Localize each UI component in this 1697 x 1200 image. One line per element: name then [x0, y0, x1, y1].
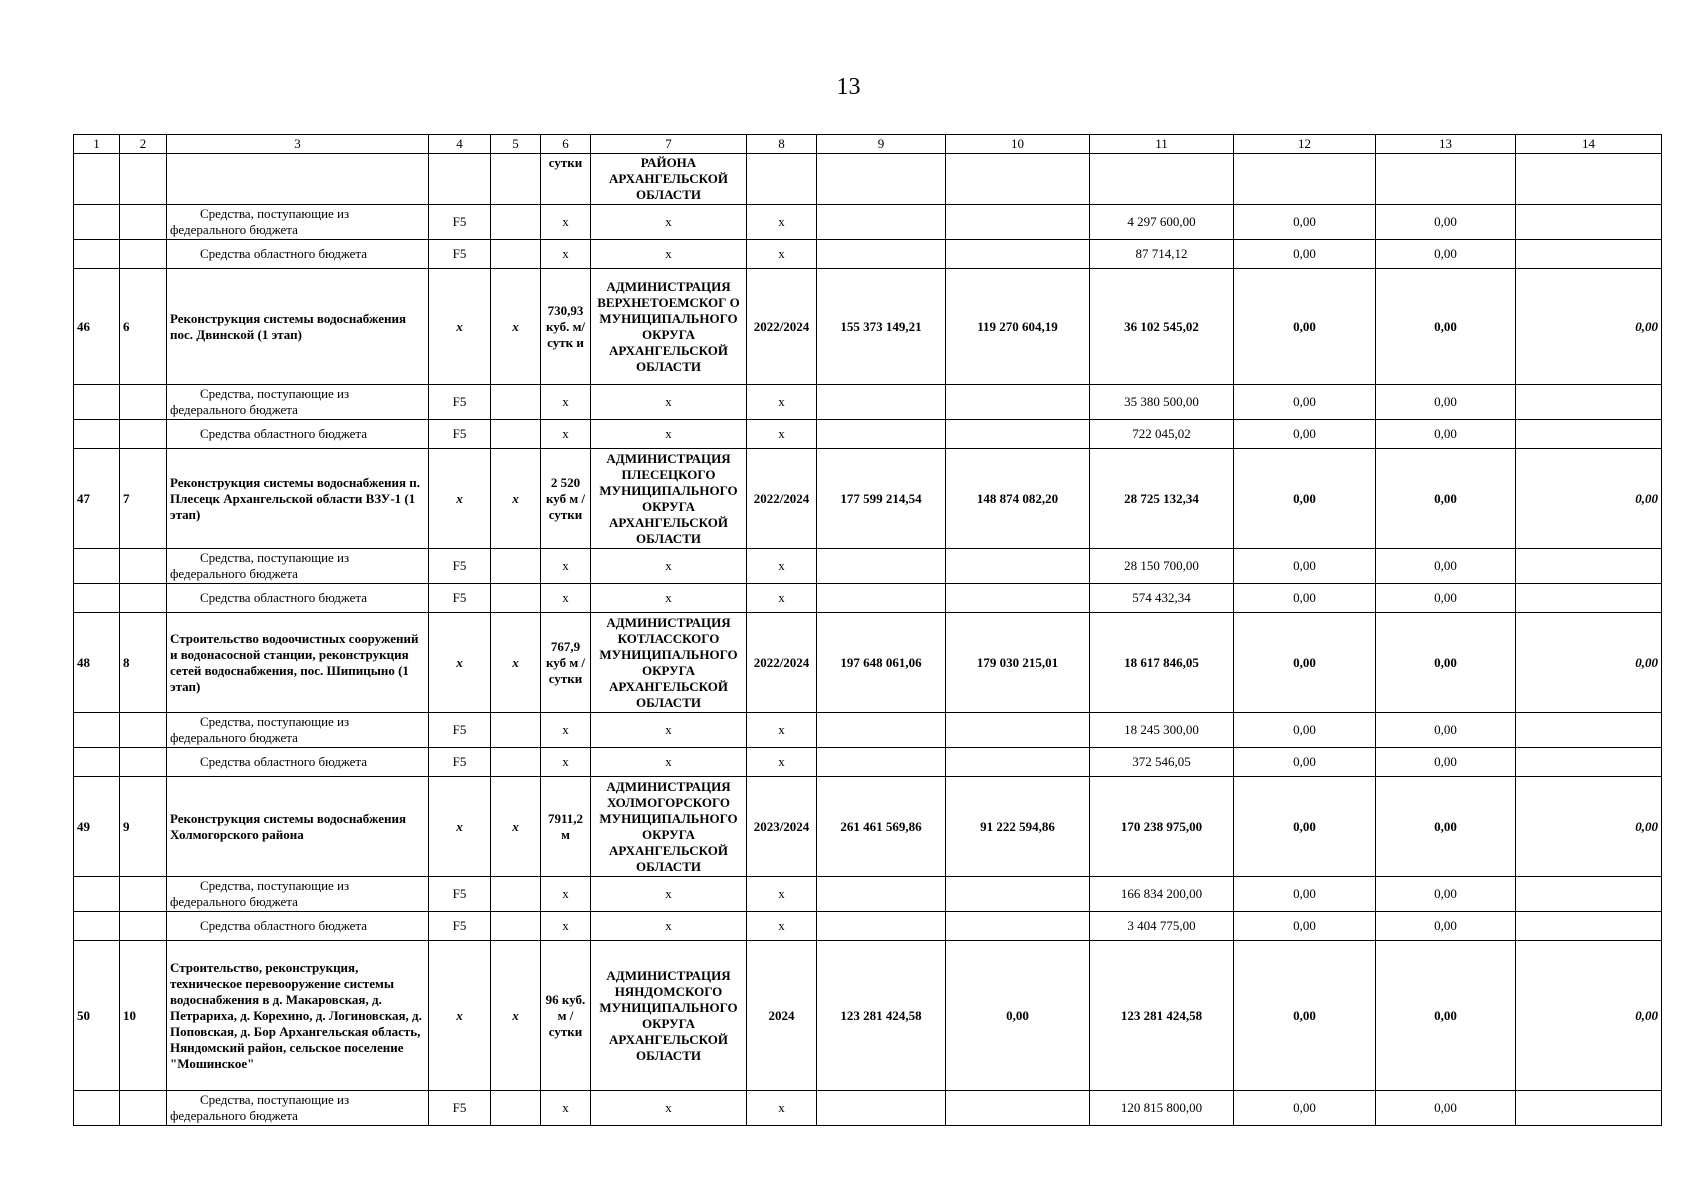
funding-source-text: Средства, поступающие из федерального бюджета — [170, 878, 350, 909]
period-cell: 2022/2024 — [747, 269, 817, 385]
estimated-cost: 261 461 569,86 — [817, 777, 946, 877]
amount-year-2: 0,00 — [1234, 549, 1376, 584]
estimated-cost: 177 599 214,54 — [817, 449, 946, 549]
amount-year-3: 0,00 — [1376, 777, 1516, 877]
cell-empty — [491, 549, 541, 584]
cost-before: 119 270 604,19 — [946, 269, 1090, 385]
funding-source-text: Средства областного бюджета — [200, 590, 368, 605]
column-5-value: x — [491, 613, 541, 713]
amount-year-2: 0,00 — [1234, 449, 1376, 549]
cell-empty — [491, 1091, 541, 1126]
funding-source-row — [74, 584, 1662, 613]
column-header: 13 — [1376, 135, 1516, 154]
estimated-cost — [817, 713, 946, 748]
cell-empty — [74, 420, 120, 449]
cost-before — [946, 385, 1090, 420]
period-cell: x — [747, 912, 817, 941]
budget-code: F5 — [429, 748, 491, 777]
cell-empty — [1090, 154, 1234, 205]
cell-empty — [74, 240, 120, 269]
column-header: 7 — [591, 135, 747, 154]
cell-empty — [167, 154, 429, 205]
cell-empty — [1516, 549, 1662, 584]
row-number: 46 — [74, 269, 120, 385]
amount-year-3: 0,00 — [1376, 748, 1516, 777]
capacity-cell: x — [541, 713, 591, 748]
amount-year-4: 0,00 — [1516, 449, 1662, 549]
organization-cell: АДМИНИСТРАЦИЯ ПЛЕСЕЦКОГО МУНИЦИПАЛЬНОГО ОКРУГА АРХАНГЕЛЬСКОЙ ОБЛАСТИ — [591, 449, 747, 549]
row-number: 50 — [74, 941, 120, 1091]
amount-year-3: 0,00 — [1376, 912, 1516, 941]
cell-empty — [120, 549, 167, 584]
estimated-cost: 197 648 061,06 — [817, 613, 946, 713]
budget-code: F5 — [429, 385, 491, 420]
funding-source-text: Средства, поступающие из федерального бюджета — [170, 206, 350, 237]
organization-cell: x — [591, 205, 747, 240]
amount-year-1: 35 380 500,00 — [1090, 385, 1234, 420]
period-cell: x — [747, 584, 817, 613]
cell-empty — [120, 713, 167, 748]
amount-year-4: 0,00 — [1516, 269, 1662, 385]
column-5-value: x — [491, 941, 541, 1091]
cell-empty — [74, 154, 120, 205]
estimated-cost — [817, 584, 946, 613]
amount-year-1: 87 714,12 — [1090, 240, 1234, 269]
amount-year-1: 18 617 846,05 — [1090, 613, 1234, 713]
amount-year-4: 0,00 — [1516, 941, 1662, 1091]
column-header: 10 — [946, 135, 1090, 154]
amount-year-2: 0,00 — [1234, 748, 1376, 777]
budget-code: x — [429, 777, 491, 877]
amount-year-2: 0,00 — [1234, 240, 1376, 269]
estimated-cost — [817, 205, 946, 240]
sub-number: 9 — [120, 777, 167, 877]
budget-code: F5 — [429, 420, 491, 449]
amount-year-1: 18 245 300,00 — [1090, 713, 1234, 748]
funding-source-text: Средства, поступающие из федерального бюджета — [170, 550, 350, 581]
column-header: 2 — [120, 135, 167, 154]
amount-year-1: 28 150 700,00 — [1090, 549, 1234, 584]
amount-year-3: 0,00 — [1376, 205, 1516, 240]
period-cell: x — [747, 205, 817, 240]
funding-source-row — [74, 240, 1662, 269]
budget-code: F5 — [429, 549, 491, 584]
amount-year-2: 0,00 — [1234, 269, 1376, 385]
budget-table — [73, 134, 1662, 1126]
sub-number: 10 — [120, 941, 167, 1091]
cell-empty — [74, 912, 120, 941]
funding-source-label — [167, 584, 429, 613]
capacity-cell: x — [541, 912, 591, 941]
organization-cell: x — [591, 713, 747, 748]
budget-code: x — [429, 941, 491, 1091]
cell-empty — [491, 385, 541, 420]
period-cell: x — [747, 420, 817, 449]
funding-source-label — [167, 385, 429, 420]
column-header: 5 — [491, 135, 541, 154]
cell-empty — [1516, 877, 1662, 912]
amount-year-3: 0,00 — [1376, 240, 1516, 269]
amount-year-2: 0,00 — [1234, 584, 1376, 613]
column-5-value: x — [491, 777, 541, 877]
period-cell: 2022/2024 — [747, 449, 817, 549]
cell-empty — [491, 154, 541, 205]
column-number-row — [74, 135, 1662, 154]
project-name: Реконструкция системы водоснабжения Холмогорского района — [167, 777, 429, 877]
cell-empty — [120, 877, 167, 912]
capacity-cell: x — [541, 549, 591, 584]
project-name: Реконструкция системы водоснабжения п. Плесецк Архангельской области ВЗУ-1 (1 этап) — [167, 449, 429, 549]
amount-year-2: 0,00 — [1234, 420, 1376, 449]
column-header: 3 — [167, 135, 429, 154]
continuation-row — [74, 154, 1662, 205]
period-cell: x — [747, 240, 817, 269]
budget-code: F5 — [429, 713, 491, 748]
amount-year-1: 36 102 545,02 — [1090, 269, 1234, 385]
cell-empty — [120, 420, 167, 449]
capacity-cell: 7911,2 м — [541, 777, 591, 877]
funding-source-text: Средства, поступающие из федерального бюджета — [170, 714, 350, 745]
cell-empty — [1516, 385, 1662, 420]
amount-year-3: 0,00 — [1376, 385, 1516, 420]
amount-year-2: 0,00 — [1234, 1091, 1376, 1126]
estimated-cost: 123 281 424,58 — [817, 941, 946, 1091]
amount-year-3: 0,00 — [1376, 713, 1516, 748]
budget-code: x — [429, 449, 491, 549]
column-header: 6 — [541, 135, 591, 154]
amount-year-2: 0,00 — [1234, 877, 1376, 912]
amount-year-3: 0,00 — [1376, 877, 1516, 912]
period-cell: x — [747, 748, 817, 777]
row-number: 48 — [74, 613, 120, 713]
organization-cell: x — [591, 420, 747, 449]
cell-empty — [120, 240, 167, 269]
column-5-value: x — [491, 449, 541, 549]
amount-year-3: 0,00 — [1376, 420, 1516, 449]
organization-cell: x — [591, 385, 747, 420]
budget-code: F5 — [429, 877, 491, 912]
amount-year-2: 0,00 — [1234, 941, 1376, 1091]
cell-empty — [120, 1091, 167, 1126]
cell-empty — [491, 420, 541, 449]
organization-cell: x — [591, 877, 747, 912]
capacity-cell: x — [541, 205, 591, 240]
period-cell: 2024 — [747, 941, 817, 1091]
cost-before: 179 030 215,01 — [946, 613, 1090, 713]
funding-source-label — [167, 877, 429, 912]
cell-empty — [1516, 584, 1662, 613]
estimated-cost — [817, 549, 946, 584]
amount-year-1: 120 815 800,00 — [1090, 1091, 1234, 1126]
organization-cell: АДМИНИСТРАЦИЯ НЯНДОМСКОГО МУНИЦИПАЛЬНОГО ОКРУГА АРХАНГЕЛЬСКОЙ ОБЛАСТИ — [591, 941, 747, 1091]
column-header: 14 — [1516, 135, 1662, 154]
capacity-cell: 2 520 куб м / сутки — [541, 449, 591, 549]
estimated-cost — [817, 877, 946, 912]
funding-source-label — [167, 713, 429, 748]
organization-cell: x — [591, 912, 747, 941]
cell-empty — [74, 205, 120, 240]
funding-source-label — [167, 420, 429, 449]
amount-year-3: 0,00 — [1376, 449, 1516, 549]
capacity-cell: 96 куб. м / сутки — [541, 941, 591, 1091]
amount-year-1: 28 725 132,34 — [1090, 449, 1234, 549]
funding-source-row — [74, 385, 1662, 420]
amount-year-3: 0,00 — [1376, 269, 1516, 385]
cell-empty — [1516, 713, 1662, 748]
cell-empty — [1516, 1091, 1662, 1126]
amount-year-2: 0,00 — [1234, 385, 1376, 420]
cell-empty — [817, 154, 946, 205]
amount-year-3: 0,00 — [1376, 613, 1516, 713]
sub-number: 8 — [120, 613, 167, 713]
cost-before: 148 874 082,20 — [946, 449, 1090, 549]
funding-source-label — [167, 205, 429, 240]
cell-empty — [491, 584, 541, 613]
project-name: Строительство водоочистных сооружений и водонасосной станции, реконструкция сетей водоснабжения, пос. Шипицыно (1 этап) — [167, 613, 429, 713]
column-header: 12 — [1234, 135, 1376, 154]
cell-empty — [74, 385, 120, 420]
cell-empty — [74, 584, 120, 613]
funding-source-row — [74, 877, 1662, 912]
amount-year-2: 0,00 — [1234, 912, 1376, 941]
estimated-cost — [817, 385, 946, 420]
period-cell: 2023/2024 — [747, 777, 817, 877]
organization-cell: АДМИНИСТРАЦИЯ КОТЛАССКОГО МУНИЦИПАЛЬНОГО ОКРУГА АРХАНГЕЛЬСКОЙ ОБЛАСТИ — [591, 613, 747, 713]
budget-code: F5 — [429, 584, 491, 613]
funding-source-row — [74, 713, 1662, 748]
funding-source-row — [74, 549, 1662, 584]
capacity-cell: x — [541, 1091, 591, 1126]
cell-empty — [120, 385, 167, 420]
cell-empty — [74, 1091, 120, 1126]
capacity-cell: x — [541, 748, 591, 777]
organization-cell: АДМИНИСТРАЦИЯ ВЕРХНЕТОЕМСКОГ О МУНИЦИПАЛЬНОГО ОКРУГА АРХАНГЕЛЬСКОЙ ОБЛАСТИ — [591, 269, 747, 385]
capacity-cell: x — [541, 240, 591, 269]
funding-source-row — [74, 205, 1662, 240]
estimated-cost — [817, 240, 946, 269]
column-header: 9 — [817, 135, 946, 154]
budget-code: F5 — [429, 1091, 491, 1126]
funding-source-text: Средства областного бюджета — [200, 754, 368, 769]
cell-empty — [1516, 912, 1662, 941]
sub-number: 7 — [120, 449, 167, 549]
estimated-cost — [817, 1091, 946, 1126]
funding-source-label — [167, 1091, 429, 1126]
cell-empty — [491, 912, 541, 941]
funding-source-label — [167, 240, 429, 269]
cell-empty — [747, 154, 817, 205]
amount-year-3: 0,00 — [1376, 1091, 1516, 1126]
project-name: Строительство, реконструкция, техническое перевооружение системы водоснабжения в д. Макаровская, д. Петрариха, д. Корехино, д. Логиновская, д. Поповская, д. Бор Архангельская область, Няндомский район, сельское поселение "Мошинское" — [167, 941, 429, 1091]
budget-code: x — [429, 269, 491, 385]
capacity-cell: x — [541, 584, 591, 613]
funding-source-label — [167, 549, 429, 584]
amount-year-4: 0,00 — [1516, 613, 1662, 713]
period-cell: x — [747, 713, 817, 748]
cost-before: 0,00 — [946, 941, 1090, 1091]
organization-cell: x — [591, 584, 747, 613]
amount-year-3: 0,00 — [1376, 584, 1516, 613]
cell-empty — [491, 240, 541, 269]
amount-year-2: 0,00 — [1234, 777, 1376, 877]
budget-code: F5 — [429, 912, 491, 941]
funding-source-text: Средства областного бюджета — [200, 246, 368, 261]
amount-year-1: 166 834 200,00 — [1090, 877, 1234, 912]
cell-empty — [1516, 240, 1662, 269]
cost-before — [946, 584, 1090, 613]
column-header: 4 — [429, 135, 491, 154]
budget-code: x — [429, 613, 491, 713]
period-cell: x — [747, 549, 817, 584]
organization-cell: x — [591, 549, 747, 584]
funding-source-row — [74, 748, 1662, 777]
amount-year-1: 574 432,34 — [1090, 584, 1234, 613]
funding-source-text: Средства областного бюджета — [200, 918, 368, 933]
cell-empty — [946, 154, 1090, 205]
budget-code: F5 — [429, 205, 491, 240]
amount-year-2: 0,00 — [1234, 205, 1376, 240]
organization-cell: x — [591, 748, 747, 777]
cell-empty — [120, 584, 167, 613]
column-5-value: x — [491, 269, 541, 385]
column-header: 1 — [74, 135, 120, 154]
capacity-cell: x — [541, 877, 591, 912]
organization-cell: x — [591, 1091, 747, 1126]
sub-number: 6 — [120, 269, 167, 385]
amount-year-1: 170 238 975,00 — [1090, 777, 1234, 877]
funding-source-row — [74, 420, 1662, 449]
cost-before — [946, 205, 1090, 240]
funding-source-row — [74, 1091, 1662, 1126]
cell-empty — [1516, 205, 1662, 240]
cost-before — [946, 877, 1090, 912]
cost-before — [946, 420, 1090, 449]
estimated-cost — [817, 420, 946, 449]
amount-year-2: 0,00 — [1234, 713, 1376, 748]
cell-empty — [1516, 420, 1662, 449]
amount-year-2: 0,00 — [1234, 613, 1376, 713]
cell-empty — [120, 748, 167, 777]
amount-year-4: 0,00 — [1516, 777, 1662, 877]
column-header: 8 — [747, 135, 817, 154]
project-row — [74, 269, 1662, 385]
capacity-cell: x — [541, 420, 591, 449]
amount-year-1: 372 546,05 — [1090, 748, 1234, 777]
cost-before — [946, 912, 1090, 941]
period-cell: x — [747, 385, 817, 420]
cell-empty — [74, 713, 120, 748]
cost-before — [946, 549, 1090, 584]
funding-source-label — [167, 912, 429, 941]
cell-empty — [120, 912, 167, 941]
cost-before — [946, 1091, 1090, 1126]
cell-empty — [491, 748, 541, 777]
amount-year-1: 123 281 424,58 — [1090, 941, 1234, 1091]
cell-empty — [1516, 748, 1662, 777]
row-number: 47 — [74, 449, 120, 549]
cell-empty — [120, 205, 167, 240]
amount-year-1: 4 297 600,00 — [1090, 205, 1234, 240]
funding-source-text: Средства областного бюджета — [200, 426, 368, 441]
project-row — [74, 449, 1662, 549]
cell-empty — [1376, 154, 1516, 205]
project-row — [74, 777, 1662, 877]
cell-empty — [74, 877, 120, 912]
project-name: Реконструкция системы водоснабжения пос. Двинской (1 этап) — [167, 269, 429, 385]
estimated-cost — [817, 912, 946, 941]
project-row — [74, 613, 1662, 713]
cell-empty — [74, 549, 120, 584]
amount-year-1: 722 045,02 — [1090, 420, 1234, 449]
organization-cell: x — [591, 240, 747, 269]
amount-year-1: 3 404 775,00 — [1090, 912, 1234, 941]
cell-empty — [491, 205, 541, 240]
row-number: 49 — [74, 777, 120, 877]
period-cell: 2022/2024 — [747, 613, 817, 713]
cell-empty — [429, 154, 491, 205]
organization-cell: РАЙОНА АРХАНГЕЛЬСКОЙ ОБЛАСТИ — [591, 154, 747, 205]
cost-before — [946, 748, 1090, 777]
period-cell: x — [747, 877, 817, 912]
project-row — [74, 941, 1662, 1091]
page-number: 13 — [836, 74, 861, 100]
cell-empty — [74, 748, 120, 777]
amount-year-3: 0,00 — [1376, 549, 1516, 584]
capacity-cell: 730,93 куб. м/сутк и — [541, 269, 591, 385]
estimated-cost: 155 373 149,21 — [817, 269, 946, 385]
estimated-cost — [817, 748, 946, 777]
cell-empty — [1516, 154, 1662, 205]
cost-before: 91 222 594,86 — [946, 777, 1090, 877]
funding-source-text: Средства, поступающие из федерального бюджета — [170, 386, 350, 417]
cell-empty — [120, 154, 167, 205]
cell-empty — [491, 713, 541, 748]
period-cell: x — [747, 1091, 817, 1126]
column-header: 11 — [1090, 135, 1234, 154]
amount-year-3: 0,00 — [1376, 941, 1516, 1091]
capacity-cell: x — [541, 385, 591, 420]
funding-source-label — [167, 748, 429, 777]
capacity-cell: сутки — [541, 154, 591, 205]
budget-code: F5 — [429, 240, 491, 269]
cost-before — [946, 713, 1090, 748]
capacity-cell: 767,9 куб м / сутки — [541, 613, 591, 713]
cost-before — [946, 240, 1090, 269]
cell-empty — [491, 877, 541, 912]
cell-empty — [1234, 154, 1376, 205]
organization-cell: АДМИНИСТРАЦИЯ ХОЛМОГОРСКОГО МУНИЦИПАЛЬНОГО ОКРУГА АРХАНГЕЛЬСКОЙ ОБЛАСТИ — [591, 777, 747, 877]
funding-source-text: Средства, поступающие из федерального бюджета — [170, 1092, 350, 1123]
funding-source-row — [74, 912, 1662, 941]
